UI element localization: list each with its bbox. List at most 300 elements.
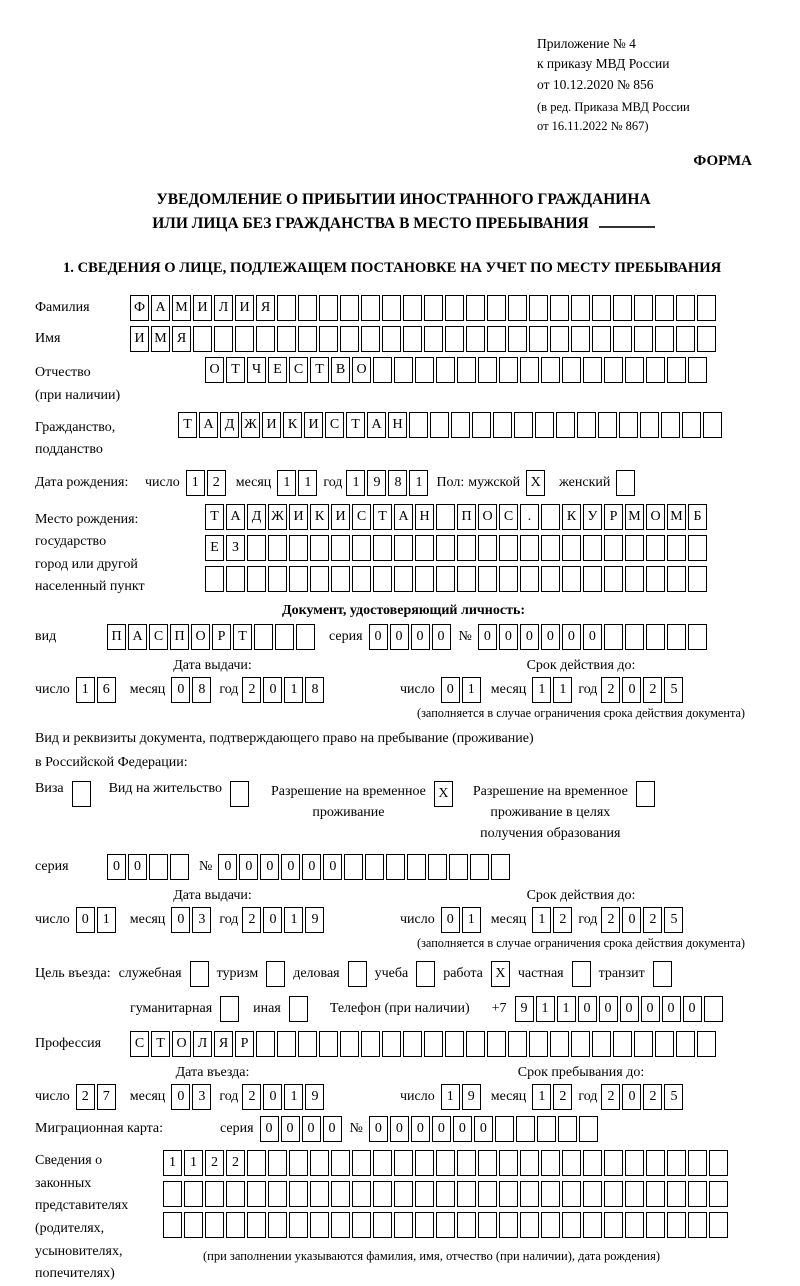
- visa-label: Виза: [35, 781, 64, 796]
- form-cell: [541, 1212, 560, 1238]
- form-cell: 0: [390, 624, 409, 650]
- day-label: число: [400, 682, 435, 698]
- form-cell: 0: [281, 854, 300, 880]
- form-cell: [625, 624, 644, 650]
- form-cell: 1: [284, 1084, 303, 1110]
- form-cell: И: [331, 504, 350, 530]
- purpose-work-checkbox: X: [491, 961, 510, 987]
- form-cell: [688, 535, 707, 561]
- form-cell: А: [199, 412, 218, 438]
- form-cell: [541, 357, 560, 383]
- form-cell: [457, 566, 476, 592]
- form-cell: [676, 326, 695, 352]
- form-cell: [289, 1181, 308, 1207]
- form-cell: 0: [302, 854, 321, 880]
- citizenship-cells: [178, 412, 722, 438]
- form-cell: [558, 1116, 577, 1142]
- form-cell: [487, 326, 506, 352]
- res-issue-month: [171, 907, 211, 933]
- form-cell: 2: [643, 1084, 662, 1110]
- form-cell: [275, 624, 294, 650]
- doc-issue-year: [242, 677, 324, 703]
- form-cell: 1: [284, 907, 303, 933]
- form-cell: [394, 566, 413, 592]
- birth-place-label-2: государство: [35, 534, 107, 550]
- name-cells: [130, 326, 716, 352]
- form-cell: [415, 1212, 434, 1238]
- form-cell: [235, 326, 254, 352]
- form-cell: [562, 357, 581, 383]
- form-cell: 0: [520, 624, 539, 650]
- year-label: год: [578, 912, 598, 927]
- surname-label: Фамилия: [35, 300, 90, 316]
- month-label: месяц: [490, 912, 527, 927]
- phone-cells: [515, 996, 723, 1022]
- form-cell: 0: [323, 854, 342, 880]
- form-cell: [697, 326, 716, 352]
- form-cell: У: [583, 504, 602, 530]
- form-cell: С: [499, 504, 518, 530]
- visa-item: [35, 781, 91, 807]
- birth-month-label: месяц: [235, 474, 272, 490]
- form-cell: [382, 1031, 401, 1057]
- form-cell: Л: [193, 1031, 212, 1057]
- form-cell: [562, 566, 581, 592]
- form-cell: [604, 357, 623, 383]
- purpose-other-label: иная: [253, 1001, 281, 1016]
- stay-month: [532, 1084, 572, 1110]
- form-cell: [529, 326, 548, 352]
- form-cell: 0: [263, 907, 282, 933]
- res-valid-note: (заполняется в случае ограничения срока действия документа): [416, 936, 746, 950]
- form-cell: [625, 1212, 644, 1238]
- form-cell: 9: [462, 1084, 481, 1110]
- identity-doc-dates: [35, 658, 772, 721]
- form-cell: [247, 535, 266, 561]
- form-cell: [655, 1031, 674, 1057]
- form-cell: 0: [453, 1116, 472, 1142]
- form-cell: Ф: [130, 295, 149, 321]
- form-cell: [226, 1212, 245, 1238]
- legal-cells-1: [163, 1150, 728, 1176]
- female-checkbox: [616, 470, 635, 496]
- female-label: женский: [559, 474, 611, 490]
- form-cell: [226, 566, 245, 592]
- form-cell: 2: [205, 1150, 224, 1176]
- form-cell: [499, 1150, 518, 1176]
- form-cell: Н: [388, 412, 407, 438]
- form-cell: [646, 1212, 665, 1238]
- form-cell: [247, 566, 266, 592]
- form-cell: 0: [260, 1116, 279, 1142]
- doc-valid-note: (заполняется в случае ограничения срока действия документа): [416, 706, 746, 721]
- form-cell: 2: [643, 677, 662, 703]
- birth-place-row: [35, 504, 772, 599]
- form-cell: [466, 1031, 485, 1057]
- form-cell: [394, 357, 413, 383]
- form-cell: [640, 412, 659, 438]
- legal-cells-block: [163, 1150, 772, 1286]
- stay-year: [601, 1084, 683, 1110]
- form-cell: С: [130, 1031, 149, 1057]
- sex-label: Пол:: [436, 474, 465, 490]
- form-cell: [709, 1181, 728, 1207]
- form-cell: 0: [260, 854, 279, 880]
- purpose-other-checkbox: [289, 996, 308, 1022]
- form-cell: [340, 295, 359, 321]
- form-cell: [170, 854, 189, 880]
- form-cell: 1: [409, 470, 428, 496]
- form-cell: 9: [305, 1084, 324, 1110]
- form-cell: 2: [601, 677, 620, 703]
- doc-valid-fields: [390, 677, 772, 703]
- form-cell: [319, 295, 338, 321]
- day-label: число: [35, 1089, 70, 1104]
- form-cell: Н: [415, 504, 434, 530]
- form-cell: [470, 854, 489, 880]
- form-cell: 1: [557, 996, 576, 1022]
- form-cell: [499, 357, 518, 383]
- form-cell: 1: [163, 1150, 182, 1176]
- form-cell: Д: [220, 412, 239, 438]
- form-cell: [310, 566, 329, 592]
- form-cell: 0: [302, 1116, 321, 1142]
- form-cell: [373, 1150, 392, 1176]
- form-cell: [625, 1150, 644, 1176]
- form-cell: [625, 566, 644, 592]
- form-cell: [516, 1116, 535, 1142]
- form-cell: [331, 566, 350, 592]
- form-cell: 0: [499, 624, 518, 650]
- form-title-line-2-text: ИЛИ ЛИЦА БЕЗ ГРАЖДАНСТВА В МЕСТО ПРЕБЫВАНИЯ: [152, 215, 589, 233]
- form-cell: 0: [263, 1084, 282, 1110]
- temp-residence-edu-label-3: получения образования: [480, 826, 621, 841]
- form-cell: [205, 1181, 224, 1207]
- form-cell: 0: [107, 854, 126, 880]
- form-cell: [373, 1181, 392, 1207]
- birth-date-row: [35, 470, 772, 496]
- form-cell: И: [262, 412, 281, 438]
- form-cell: [688, 1150, 707, 1176]
- form-cell: 2: [76, 1084, 95, 1110]
- form-cell: 0: [218, 854, 237, 880]
- form-cell: [409, 412, 428, 438]
- purpose-humanitarian-checkbox: [220, 996, 239, 1022]
- temp-residence-edu-item: [473, 781, 655, 844]
- form-cell: [562, 1181, 581, 1207]
- form-cell: [646, 624, 665, 650]
- form-cell: Т: [233, 624, 252, 650]
- form-cell: [394, 535, 413, 561]
- form-cell: 3: [192, 1084, 211, 1110]
- temp-residence-edu-label: [473, 781, 628, 844]
- form-cell: [625, 535, 644, 561]
- form-cell: [310, 1150, 329, 1176]
- form-cell: Д: [247, 504, 266, 530]
- birth-day-label: число: [145, 474, 180, 490]
- form-cell: [149, 854, 168, 880]
- stay-col: [390, 1065, 772, 1110]
- form-cell: 1: [532, 907, 551, 933]
- form-cell: [247, 1181, 266, 1207]
- purpose-official-checkbox: [190, 961, 209, 987]
- legal-label-6: попечителях): [35, 1266, 115, 1282]
- form-cell: [365, 854, 384, 880]
- number2-label: №: [199, 859, 213, 874]
- day-label: число: [35, 682, 70, 698]
- doc-type-label: вид: [35, 629, 57, 645]
- form-cell: П: [170, 624, 189, 650]
- form-cell: [688, 624, 707, 650]
- form-cell: [487, 1031, 506, 1057]
- form-cell: [604, 1150, 623, 1176]
- form-cell: 0: [369, 624, 388, 650]
- form-cell: 0: [599, 996, 618, 1022]
- form-cell: 9: [515, 996, 534, 1022]
- form-cell: С: [289, 357, 308, 383]
- form-cell: [579, 1116, 598, 1142]
- entry-col: [35, 1065, 390, 1110]
- purpose-row-2: [130, 996, 772, 1022]
- form-cell: А: [394, 504, 413, 530]
- form-cell: 2: [553, 907, 572, 933]
- form-cell: [361, 295, 380, 321]
- form-cell: [499, 1181, 518, 1207]
- form-cell: [382, 326, 401, 352]
- phone-label: Телефон (при наличии): [329, 1001, 470, 1016]
- form-cell: [310, 1212, 329, 1238]
- form-cell: [619, 412, 638, 438]
- form-cell: П: [107, 624, 126, 650]
- purpose-business-label: деловая: [293, 966, 340, 981]
- form-cell: [688, 1181, 707, 1207]
- form-cell: [493, 412, 512, 438]
- res-issue-year: [242, 907, 324, 933]
- form-cell: [537, 1116, 556, 1142]
- temp-residence-edu-checkbox: [636, 781, 655, 807]
- residence-doc-text: [35, 727, 772, 775]
- form-cell: И: [304, 412, 323, 438]
- form-cell: [430, 412, 449, 438]
- form-cell: [373, 566, 392, 592]
- male-checkbox: X: [526, 470, 545, 496]
- form-cell: [163, 1181, 182, 1207]
- form-cell: [424, 326, 443, 352]
- appendix-line: Приложение № 4: [537, 36, 636, 51]
- form-cell: [520, 566, 539, 592]
- legal-label-2: законных: [35, 1175, 92, 1191]
- form-cell: 5: [664, 1084, 683, 1110]
- form-cell: [478, 1212, 497, 1238]
- doc-issue-title: Дата выдачи:: [173, 658, 252, 674]
- temp-residence-item: [271, 781, 453, 823]
- birth-date-label: Дата рождения:: [35, 474, 129, 490]
- form-cell: [577, 412, 596, 438]
- patronymic-label-2: (при наличии): [35, 387, 121, 403]
- form-cell: [289, 566, 308, 592]
- form-cell: [520, 1181, 539, 1207]
- form-cell: 0: [128, 854, 147, 880]
- form-cell: С: [149, 624, 168, 650]
- form-cell: 0: [171, 1084, 190, 1110]
- temp-residence-label: [271, 781, 426, 823]
- form-cell: 1: [186, 470, 205, 496]
- month-label: месяц: [490, 1089, 527, 1104]
- form-cell: С: [325, 412, 344, 438]
- visa-checkbox: [72, 781, 91, 807]
- form-cell: [361, 1031, 380, 1057]
- purpose-transit-label: транзит: [598, 966, 645, 981]
- form-cell: [394, 1212, 413, 1238]
- revision-line-1: (в ред. Приказа МВД России: [537, 99, 690, 114]
- month-label: месяц: [129, 912, 166, 927]
- form-cell: [415, 357, 434, 383]
- form-cell: [667, 624, 686, 650]
- form-cell: [445, 1031, 464, 1057]
- form-cell: [520, 357, 539, 383]
- res-issue-fields: [35, 907, 390, 933]
- form-cell: [445, 295, 464, 321]
- form-cell: Т: [205, 504, 224, 530]
- order-line: к приказу МВД России: [537, 56, 670, 72]
- form-cell: [709, 1212, 728, 1238]
- form-cell: 2: [226, 1150, 245, 1176]
- entry-day: [76, 1084, 116, 1110]
- residence-doc-checkboxes: [35, 781, 772, 844]
- form-cell: Я: [214, 1031, 233, 1057]
- form-cell: [646, 566, 665, 592]
- form-cell: [703, 412, 722, 438]
- mig-number-cells: [369, 1116, 598, 1142]
- form-cell: П: [457, 504, 476, 530]
- form-cell: [331, 535, 350, 561]
- revision-line-2: от 16.11.2022 № 867): [537, 118, 649, 133]
- form-title-line-2: [35, 212, 772, 236]
- birth-year-label: год: [323, 474, 343, 490]
- form-cell: [667, 535, 686, 561]
- form-cell: [268, 1212, 287, 1238]
- form-cell: [709, 1150, 728, 1176]
- form-cell: [562, 1212, 581, 1238]
- form-cell: Ж: [268, 504, 287, 530]
- form-cell: 2: [242, 907, 261, 933]
- form-cell: [310, 535, 329, 561]
- mig-number-label: №: [349, 1121, 363, 1136]
- form-cell: 1: [76, 677, 95, 703]
- form-cell: [697, 295, 716, 321]
- doc-issue-day: [76, 677, 116, 703]
- form-cell: [451, 412, 470, 438]
- form-cell: [268, 1181, 287, 1207]
- form-cell: О: [172, 1031, 191, 1057]
- doc-issue-month: [171, 677, 211, 703]
- form-cell: 0: [171, 907, 190, 933]
- form-cell: [352, 1181, 371, 1207]
- form-cell: 0: [263, 677, 282, 703]
- form-cell: Е: [268, 357, 287, 383]
- purpose-work-label: работа: [443, 966, 483, 981]
- purpose-official-label: служебная: [118, 966, 182, 981]
- form-cell: [613, 1031, 632, 1057]
- form-cell: Т: [226, 357, 245, 383]
- entry-fields: [35, 1084, 390, 1110]
- name-label: Имя: [35, 331, 61, 347]
- form-cell: [583, 566, 602, 592]
- birth-place-cells-3: [205, 566, 707, 592]
- form-cell: [592, 326, 611, 352]
- purpose-label: Цель въезда:: [35, 966, 111, 981]
- form-cell: [598, 412, 617, 438]
- form-title: [35, 188, 772, 236]
- form-cell: [466, 326, 485, 352]
- purpose-tourism-checkbox: [266, 961, 285, 987]
- form-cell: 0: [622, 677, 641, 703]
- form-cell: Р: [235, 1031, 254, 1057]
- day-label: число: [35, 912, 70, 927]
- purpose-business-checkbox: [348, 961, 367, 987]
- series2-label: серия: [35, 859, 69, 874]
- form-cell: 1: [441, 1084, 460, 1110]
- form-cell: [535, 412, 554, 438]
- form-cell: [310, 1181, 329, 1207]
- legal-label-3: представителях: [35, 1198, 129, 1214]
- form-cell: [499, 535, 518, 561]
- form-cell: С: [352, 504, 371, 530]
- form-cell: М: [151, 326, 170, 352]
- form-cell: 8: [388, 470, 407, 496]
- form-cell: 0: [390, 1116, 409, 1142]
- patronymic-row: [35, 357, 772, 407]
- form-cell: [667, 1181, 686, 1207]
- res-valid-title: Срок действия до:: [526, 888, 636, 903]
- form-cell: 0: [369, 1116, 388, 1142]
- form-cell: [184, 1212, 203, 1238]
- form-cell: [655, 326, 674, 352]
- legal-representatives-row: [35, 1150, 772, 1286]
- form-cell: [688, 357, 707, 383]
- day-label: число: [400, 1089, 435, 1104]
- revision-block: [537, 98, 772, 136]
- temp-residence-edu-label-1: Разрешение на временное: [472, 784, 628, 799]
- form-cell: [478, 1181, 497, 1207]
- form-cell: [556, 412, 575, 438]
- form-cell: 1: [346, 470, 365, 496]
- form-cell: Р: [604, 504, 623, 530]
- doc-number-cells: [478, 624, 707, 650]
- form-cell: [634, 1031, 653, 1057]
- form-cell: 0: [622, 907, 641, 933]
- form-cell: 0: [281, 1116, 300, 1142]
- series2-cells: [107, 854, 189, 880]
- forma-label: ФОРМА: [693, 153, 752, 170]
- purpose-study-label: учеба: [374, 966, 409, 981]
- form-cell: И: [289, 504, 308, 530]
- legal-representatives-label: [35, 1150, 163, 1286]
- number2-cells: [218, 854, 510, 880]
- form-cell: [373, 357, 392, 383]
- form-cell: 2: [601, 907, 620, 933]
- form-cell: [625, 1181, 644, 1207]
- form-cell: [289, 535, 308, 561]
- form-cell: [634, 295, 653, 321]
- form-cell: [634, 326, 653, 352]
- form-cell: [604, 1181, 623, 1207]
- res-valid-year: [601, 907, 683, 933]
- form-cell: 0: [76, 907, 95, 933]
- doc-series-cells: [369, 624, 451, 650]
- form-cell: [254, 624, 273, 650]
- form-cell: Т: [178, 412, 197, 438]
